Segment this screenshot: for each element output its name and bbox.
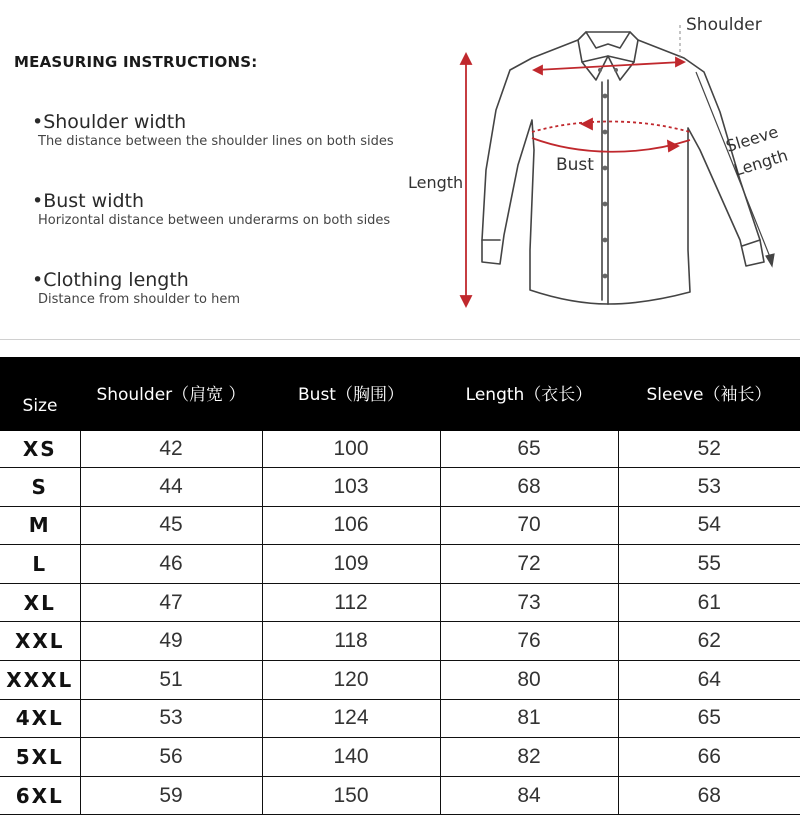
cell-length: 72 (440, 545, 618, 584)
table-row (0, 506, 800, 545)
sleeve-label-top: Sleeve (723, 121, 781, 156)
cell-sleeve: 68 (618, 776, 800, 815)
bust-instruction-title: •Bust width (32, 190, 145, 212)
cell-shoulder: 44 (80, 468, 262, 507)
cell-length: 80 (440, 661, 618, 700)
cell-length: 65 (440, 429, 618, 468)
bust-instruction-desc: Horizontal distance between underarms on both sides (38, 213, 391, 228)
cell-size: XXXL (0, 661, 80, 700)
cell-bust: 140 (262, 738, 440, 777)
cell-sleeve: 62 (618, 622, 800, 661)
cell-size: L (0, 545, 80, 584)
instructions-heading: MEASURING INSTRUCTIONS: (14, 53, 258, 71)
length-instruction-title: •Clothing length (32, 269, 189, 291)
cell-size: M (0, 506, 80, 545)
cell-length: 81 (440, 699, 618, 738)
header-length: Length（衣长） (440, 357, 618, 429)
cell-size: S (0, 468, 80, 507)
header-sleeve: Sleeve（袖长） (618, 357, 800, 429)
cell-size: XL (0, 583, 80, 622)
length-label: Length (408, 173, 464, 192)
cell-length: 73 (440, 583, 618, 622)
shoulder-instruction-title: •Shoulder width (32, 111, 187, 133)
length-instruction-desc: Distance from shoulder to hem (38, 292, 240, 307)
table-row (0, 622, 800, 661)
bust-label: Bust (556, 155, 594, 175)
cell-length: 82 (440, 738, 618, 777)
shoulder-label: Shoulder (686, 15, 762, 35)
cell-sleeve: 66 (618, 738, 800, 777)
cell-bust: 118 (262, 622, 440, 661)
bust-instruction (32, 190, 390, 230)
cell-sleeve: 64 (618, 661, 800, 700)
cell-bust: 120 (262, 661, 440, 700)
header-shoulder: Shoulder（肩宽 ） (80, 357, 262, 429)
table-row (0, 468, 800, 507)
cell-bust: 112 (262, 583, 440, 622)
table-row (0, 738, 800, 777)
cell-bust: 150 (262, 776, 440, 815)
cell-length: 84 (440, 776, 618, 815)
cell-shoulder: 51 (80, 661, 262, 700)
table-row (0, 661, 800, 700)
table-row (0, 699, 800, 738)
cell-bust: 103 (262, 468, 440, 507)
cell-bust: 109 (262, 545, 440, 584)
size-table (0, 357, 800, 815)
sleeve-label-bottom: Length (731, 145, 790, 180)
table-row (0, 429, 800, 468)
cell-shoulder: 42 (80, 429, 262, 468)
cell-shoulder: 56 (80, 738, 262, 777)
cell-length: 70 (440, 506, 618, 545)
shoulder-instruction-desc: The distance between the shoulder lines on both sides (38, 134, 394, 149)
cell-bust: 100 (262, 429, 440, 468)
cell-shoulder: 47 (80, 583, 262, 622)
section-divider (0, 339, 800, 340)
cell-sleeve: 52 (618, 429, 800, 468)
table-row (0, 583, 800, 622)
cell-sleeve: 53 (618, 468, 800, 507)
cell-size: 6XL (0, 776, 80, 815)
cell-sleeve: 65 (618, 699, 800, 738)
header-bust: Bust（胸围） (262, 357, 440, 429)
cell-shoulder: 53 (80, 699, 262, 738)
measuring-instructions-section (0, 0, 800, 330)
cell-size: 4XL (0, 699, 80, 738)
shirt-outline-icon (482, 32, 764, 304)
cell-size: XS (0, 429, 80, 468)
cell-size: XXL (0, 622, 80, 661)
cell-length: 68 (440, 468, 618, 507)
shoulder-instruction (32, 111, 394, 151)
table-row (0, 545, 800, 584)
table-header-row (0, 357, 800, 429)
cell-shoulder: 49 (80, 622, 262, 661)
cell-sleeve: 54 (618, 506, 800, 545)
size-chart (0, 357, 800, 815)
cell-length: 76 (440, 622, 618, 661)
cell-bust: 124 (262, 699, 440, 738)
cell-size: 5XL (0, 738, 80, 777)
cell-shoulder: 59 (80, 776, 262, 815)
measurement-arrows-icon (461, 54, 690, 306)
shirt-measurement-diagram (400, 0, 800, 330)
header-size: Size (0, 357, 80, 429)
cell-sleeve: 55 (618, 545, 800, 584)
cell-bust: 106 (262, 506, 440, 545)
table-row (0, 776, 800, 815)
cell-shoulder: 46 (80, 545, 262, 584)
cell-shoulder: 45 (80, 506, 262, 545)
cell-sleeve: 61 (618, 583, 800, 622)
length-instruction (32, 269, 240, 309)
